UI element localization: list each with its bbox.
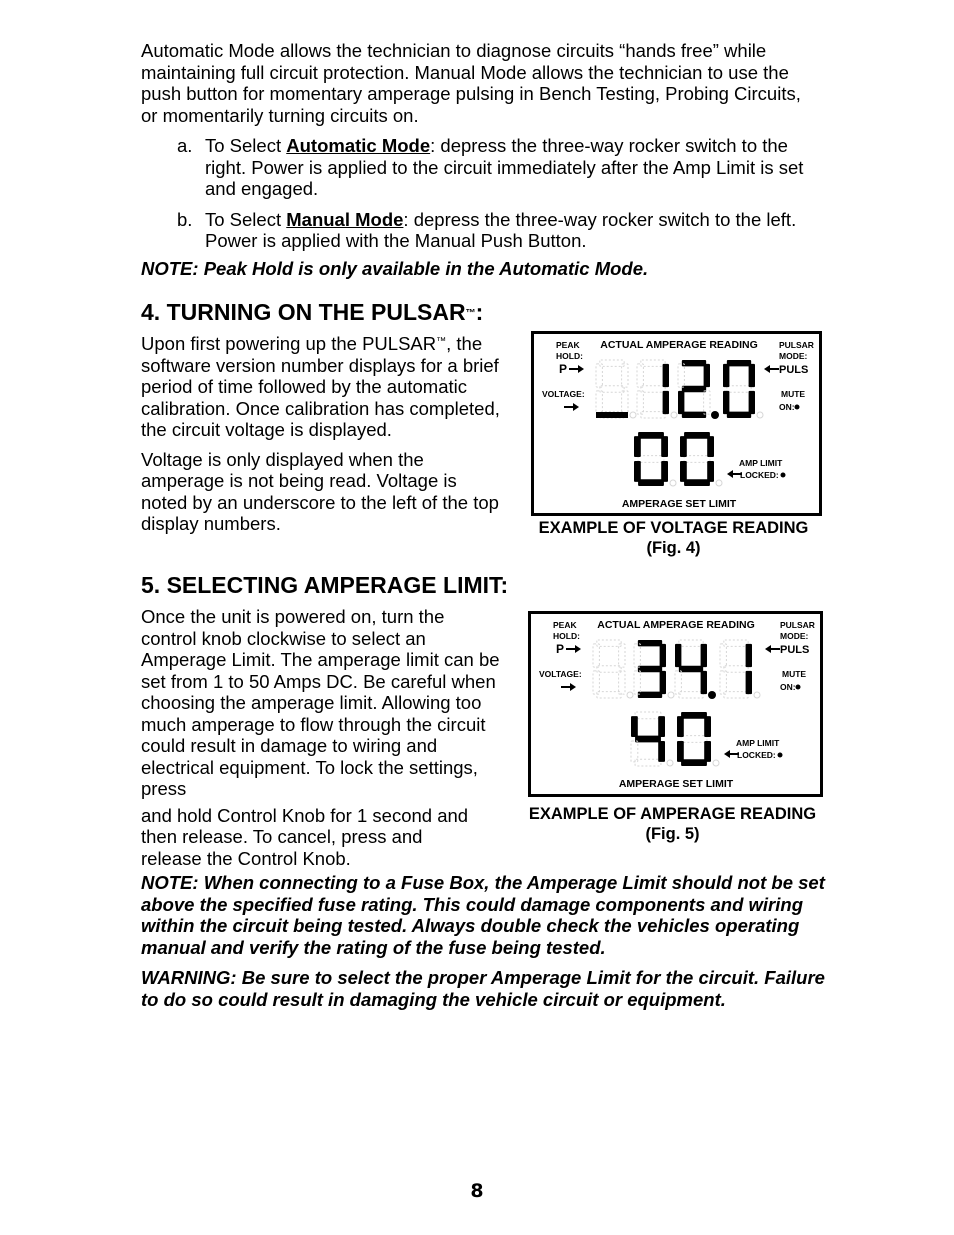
segment-f xyxy=(675,644,681,667)
mute-label: MUTE xyxy=(782,669,807,679)
segment-e xyxy=(677,741,684,762)
segment-c xyxy=(704,741,711,762)
segment-c xyxy=(749,391,755,414)
segment-e xyxy=(723,391,729,414)
locked-label: LOCKED: xyxy=(740,470,779,480)
decimal-point xyxy=(670,480,676,486)
lcd-display-amperage xyxy=(531,614,820,794)
segment-d xyxy=(635,759,661,766)
list-item-manual: b. To Select Manual Mode: depress the three-way rocker switch to the left. Power is applied with the Manual Push Button. xyxy=(177,208,797,251)
manual-page xyxy=(141,40,821,279)
hold-label: HOLD: xyxy=(553,631,580,641)
segment-c xyxy=(746,671,752,694)
figure-5-caption: EXAMPLE OF AMPERAGE READING (Fig. 5) xyxy=(528,805,817,843)
voltage-arrow-icon xyxy=(561,683,576,691)
segment-g xyxy=(638,456,664,463)
peak-hold-note: NOTE: Peak Hold is only available in the Automatic Mode. xyxy=(141,257,649,279)
decimal-point xyxy=(711,411,719,419)
segment-b xyxy=(701,644,707,667)
locked-label: LOCKED: xyxy=(737,750,776,760)
decimal-point xyxy=(630,412,636,418)
segment-f xyxy=(637,364,643,387)
segment-c xyxy=(619,671,625,694)
segment-g xyxy=(682,386,706,392)
on-label: ON: xyxy=(779,402,795,412)
segment-e xyxy=(678,391,684,414)
mode-label: MODE: xyxy=(780,631,809,641)
segment-f xyxy=(677,716,684,737)
segment-g xyxy=(597,666,621,672)
top-digit xyxy=(720,640,752,698)
segment-e xyxy=(634,461,641,482)
segment-e xyxy=(720,671,726,694)
segment-f xyxy=(634,436,641,457)
segment-b xyxy=(749,364,755,387)
actual-amperage-label: ACTUAL AMPERAGE READING xyxy=(597,619,755,631)
limit-digit xyxy=(634,432,668,486)
segment-a xyxy=(679,640,703,646)
locked-indicator-dot xyxy=(781,473,786,478)
mode-label: MODE: xyxy=(779,351,808,361)
segment-a xyxy=(727,360,751,366)
segment-e xyxy=(637,391,643,414)
powering-up-paragraph: Upon first powering up the PULSAR™, the software version number displays for a brief period of time followed by the automatic calibration. Once calibration has completed, the circuit voltage is displayed. xyxy=(141,333,500,440)
segment-f xyxy=(596,364,602,387)
segment-f xyxy=(634,644,640,667)
top-digit xyxy=(637,360,669,418)
top-digit xyxy=(593,640,625,698)
on-label: ON: xyxy=(780,682,796,692)
section-5-heading: 5. SELECTING AMPERAGE LIMIT: xyxy=(141,572,509,598)
segment-d xyxy=(638,692,662,698)
decimal-point xyxy=(754,692,760,698)
segment-c xyxy=(663,391,669,414)
segment-c xyxy=(707,461,714,482)
segment-b xyxy=(660,644,666,667)
segment-b xyxy=(661,436,668,457)
segment-a xyxy=(638,432,664,439)
segment-b xyxy=(704,364,710,387)
lcd-display-voltage xyxy=(534,334,819,513)
segment-c xyxy=(660,671,666,694)
segment-c xyxy=(704,391,710,414)
lcd-figure-4 xyxy=(531,331,822,516)
warning-note: WARNING: Be sure to select the proper Amperage Limit for the circuit. Failure to do so could result in damaging the vehicle circuit or equipment. xyxy=(141,967,825,1010)
peak-label: PEAK xyxy=(556,340,580,350)
actual-amperage-label: ACTUAL AMPERAGE READING xyxy=(600,339,758,351)
section-5-text xyxy=(141,606,503,869)
segment-a xyxy=(635,712,661,719)
top-digit xyxy=(723,360,755,418)
segment-b xyxy=(746,644,752,667)
figure-4-caption: EXAMPLE OF VOLTAGE READING (Fig. 4) xyxy=(538,519,809,557)
voltage-label: VOLTAGE: xyxy=(539,669,582,679)
segment-a xyxy=(684,432,710,439)
amp-limit-label: AMP LIMIT xyxy=(736,738,780,748)
segment-d xyxy=(727,412,751,418)
limit-digit xyxy=(677,712,711,766)
list-item-automatic: a. To Select Automatic Mode: depress the three-way rocker switch to the right. Power is applied to the circuit immediately after the Amp Limit is set and engaged. xyxy=(177,135,804,199)
segment-g xyxy=(681,736,707,743)
segment-a xyxy=(641,360,665,366)
p-label: P xyxy=(556,642,565,656)
segment-f xyxy=(593,644,599,667)
limit-digit xyxy=(680,432,714,486)
segment-c xyxy=(661,461,668,482)
lock-settings-paragraph: and hold Control Knob for 1 second and then release. To cancel, press and release the Control Knob. xyxy=(141,804,469,869)
segment-d xyxy=(597,692,621,698)
decimal-point xyxy=(667,760,673,766)
puls-arrow-icon xyxy=(765,645,780,653)
puls-arrow-icon xyxy=(764,365,779,373)
section-4-text xyxy=(141,333,506,535)
amperage-limit-paragraph: Once the unit is powered on, turn the control knob clockwise to select an Amperage Limit. The amperage limit can be set from 1 to 50 Amps DC. Be careful when choosing the amperage limit. Allowing too much amperage to flow through the circuit could result in damage to wiring and electrical equipment. To lock the settings, press xyxy=(141,606,500,799)
segment-b xyxy=(622,364,628,387)
segment-c xyxy=(622,391,628,414)
segment-a xyxy=(724,640,748,646)
voltage-arrow-icon xyxy=(564,403,579,411)
segment-b xyxy=(619,644,625,667)
top-digit xyxy=(675,640,707,698)
segment-g xyxy=(679,666,703,672)
segment-b xyxy=(704,716,711,737)
mute-label: MUTE xyxy=(781,389,806,399)
amperage-set-limit-label: AMPERAGE SET LIMIT xyxy=(621,498,737,510)
decimal-point xyxy=(713,760,719,766)
decimal-point xyxy=(627,692,633,698)
segment-f xyxy=(678,364,684,387)
decimal-point xyxy=(716,480,722,486)
top-digit xyxy=(634,640,666,698)
segment-e xyxy=(680,461,687,482)
pulsar-label: PULSAR xyxy=(779,340,814,350)
segment-e xyxy=(634,671,640,694)
locked-indicator-dot xyxy=(778,753,783,758)
voltage-underscore xyxy=(596,412,628,418)
segment-d xyxy=(681,759,707,766)
puls-label: PULS xyxy=(780,644,810,656)
segment-g xyxy=(724,666,748,672)
amperage-set-limit-label: AMPERAGE SET LIMIT xyxy=(618,778,734,790)
segment-d xyxy=(682,412,706,418)
bottom-notes xyxy=(141,872,831,1010)
segment-a xyxy=(597,640,621,646)
page-number: 8 xyxy=(470,1180,484,1202)
decimal-point xyxy=(671,412,677,418)
intro-paragraph: Automatic Mode allows the technician to diagnose circuits “hands free” while maintaining full circuit protection. Manual Mode allows the technician to use the push button for momentary amperage pulsing in Bench Testing, Probing Circuits, or momentarily turning circuits on. xyxy=(141,40,801,126)
segment-e xyxy=(596,391,602,414)
segment-a xyxy=(638,640,662,646)
fuse-box-note: NOTE: When connecting to a Fuse Box, the Amperage Limit should not be set above the specified fuse rating. This could damage components and wiring within the circuit being tested. Always double check the vehicles operating manual and verify the rating of the fuse being tested. xyxy=(141,872,825,958)
segment-d xyxy=(641,412,665,418)
voltage-paragraph: Voltage is only displayed when the amperage is not being read. Voltage is noted by an underscore to the left of the top display numbers. xyxy=(141,448,499,534)
top-digit xyxy=(596,360,628,418)
decimal-point xyxy=(708,691,716,699)
limit-digit xyxy=(631,712,665,766)
peak-label: PEAK xyxy=(553,620,577,630)
segment-g xyxy=(638,666,662,672)
segment-d xyxy=(724,692,748,698)
segment-c xyxy=(658,741,665,762)
segment-e xyxy=(593,671,599,694)
segment-b xyxy=(658,716,665,737)
segment-g xyxy=(600,386,624,392)
decimal-point xyxy=(757,412,763,418)
top-digit xyxy=(678,360,710,418)
segment-g xyxy=(727,386,751,392)
segment-a xyxy=(681,712,707,719)
hold-label: HOLD: xyxy=(556,351,583,361)
segment-f xyxy=(720,644,726,667)
voltage-label: VOLTAGE: xyxy=(542,389,585,399)
p-arrow-icon xyxy=(566,645,581,653)
segment-d xyxy=(679,692,703,698)
puls-label: PULS xyxy=(779,364,809,376)
segment-f xyxy=(723,364,729,387)
segment-b xyxy=(663,364,669,387)
segment-d xyxy=(638,479,664,486)
lcd-figure-5 xyxy=(528,611,823,797)
amp-limit-label: AMP LIMIT xyxy=(739,458,783,468)
segment-f xyxy=(680,436,687,457)
segment-c xyxy=(701,671,707,694)
manual-mode-term: Manual Mode xyxy=(286,208,404,230)
automatic-mode-term: Automatic Mode xyxy=(286,135,431,156)
segment-d xyxy=(684,479,710,486)
segment-f xyxy=(631,716,638,737)
segment-e xyxy=(675,671,681,694)
segment-a xyxy=(600,360,624,366)
segment-g xyxy=(684,456,710,463)
p-label: P xyxy=(559,362,568,376)
segment-g xyxy=(641,386,665,392)
mute-indicator-dot xyxy=(796,685,801,690)
mute-indicator-dot xyxy=(795,405,800,410)
pulsar-label: PULSAR xyxy=(780,620,815,630)
p-arrow-icon xyxy=(569,365,584,373)
segment-g xyxy=(635,736,661,743)
segment-a xyxy=(682,360,706,366)
decimal-point xyxy=(668,692,674,698)
section-4-heading: 4. TURNING ON THE PULSAR™: xyxy=(141,299,484,325)
segment-b xyxy=(707,436,714,457)
